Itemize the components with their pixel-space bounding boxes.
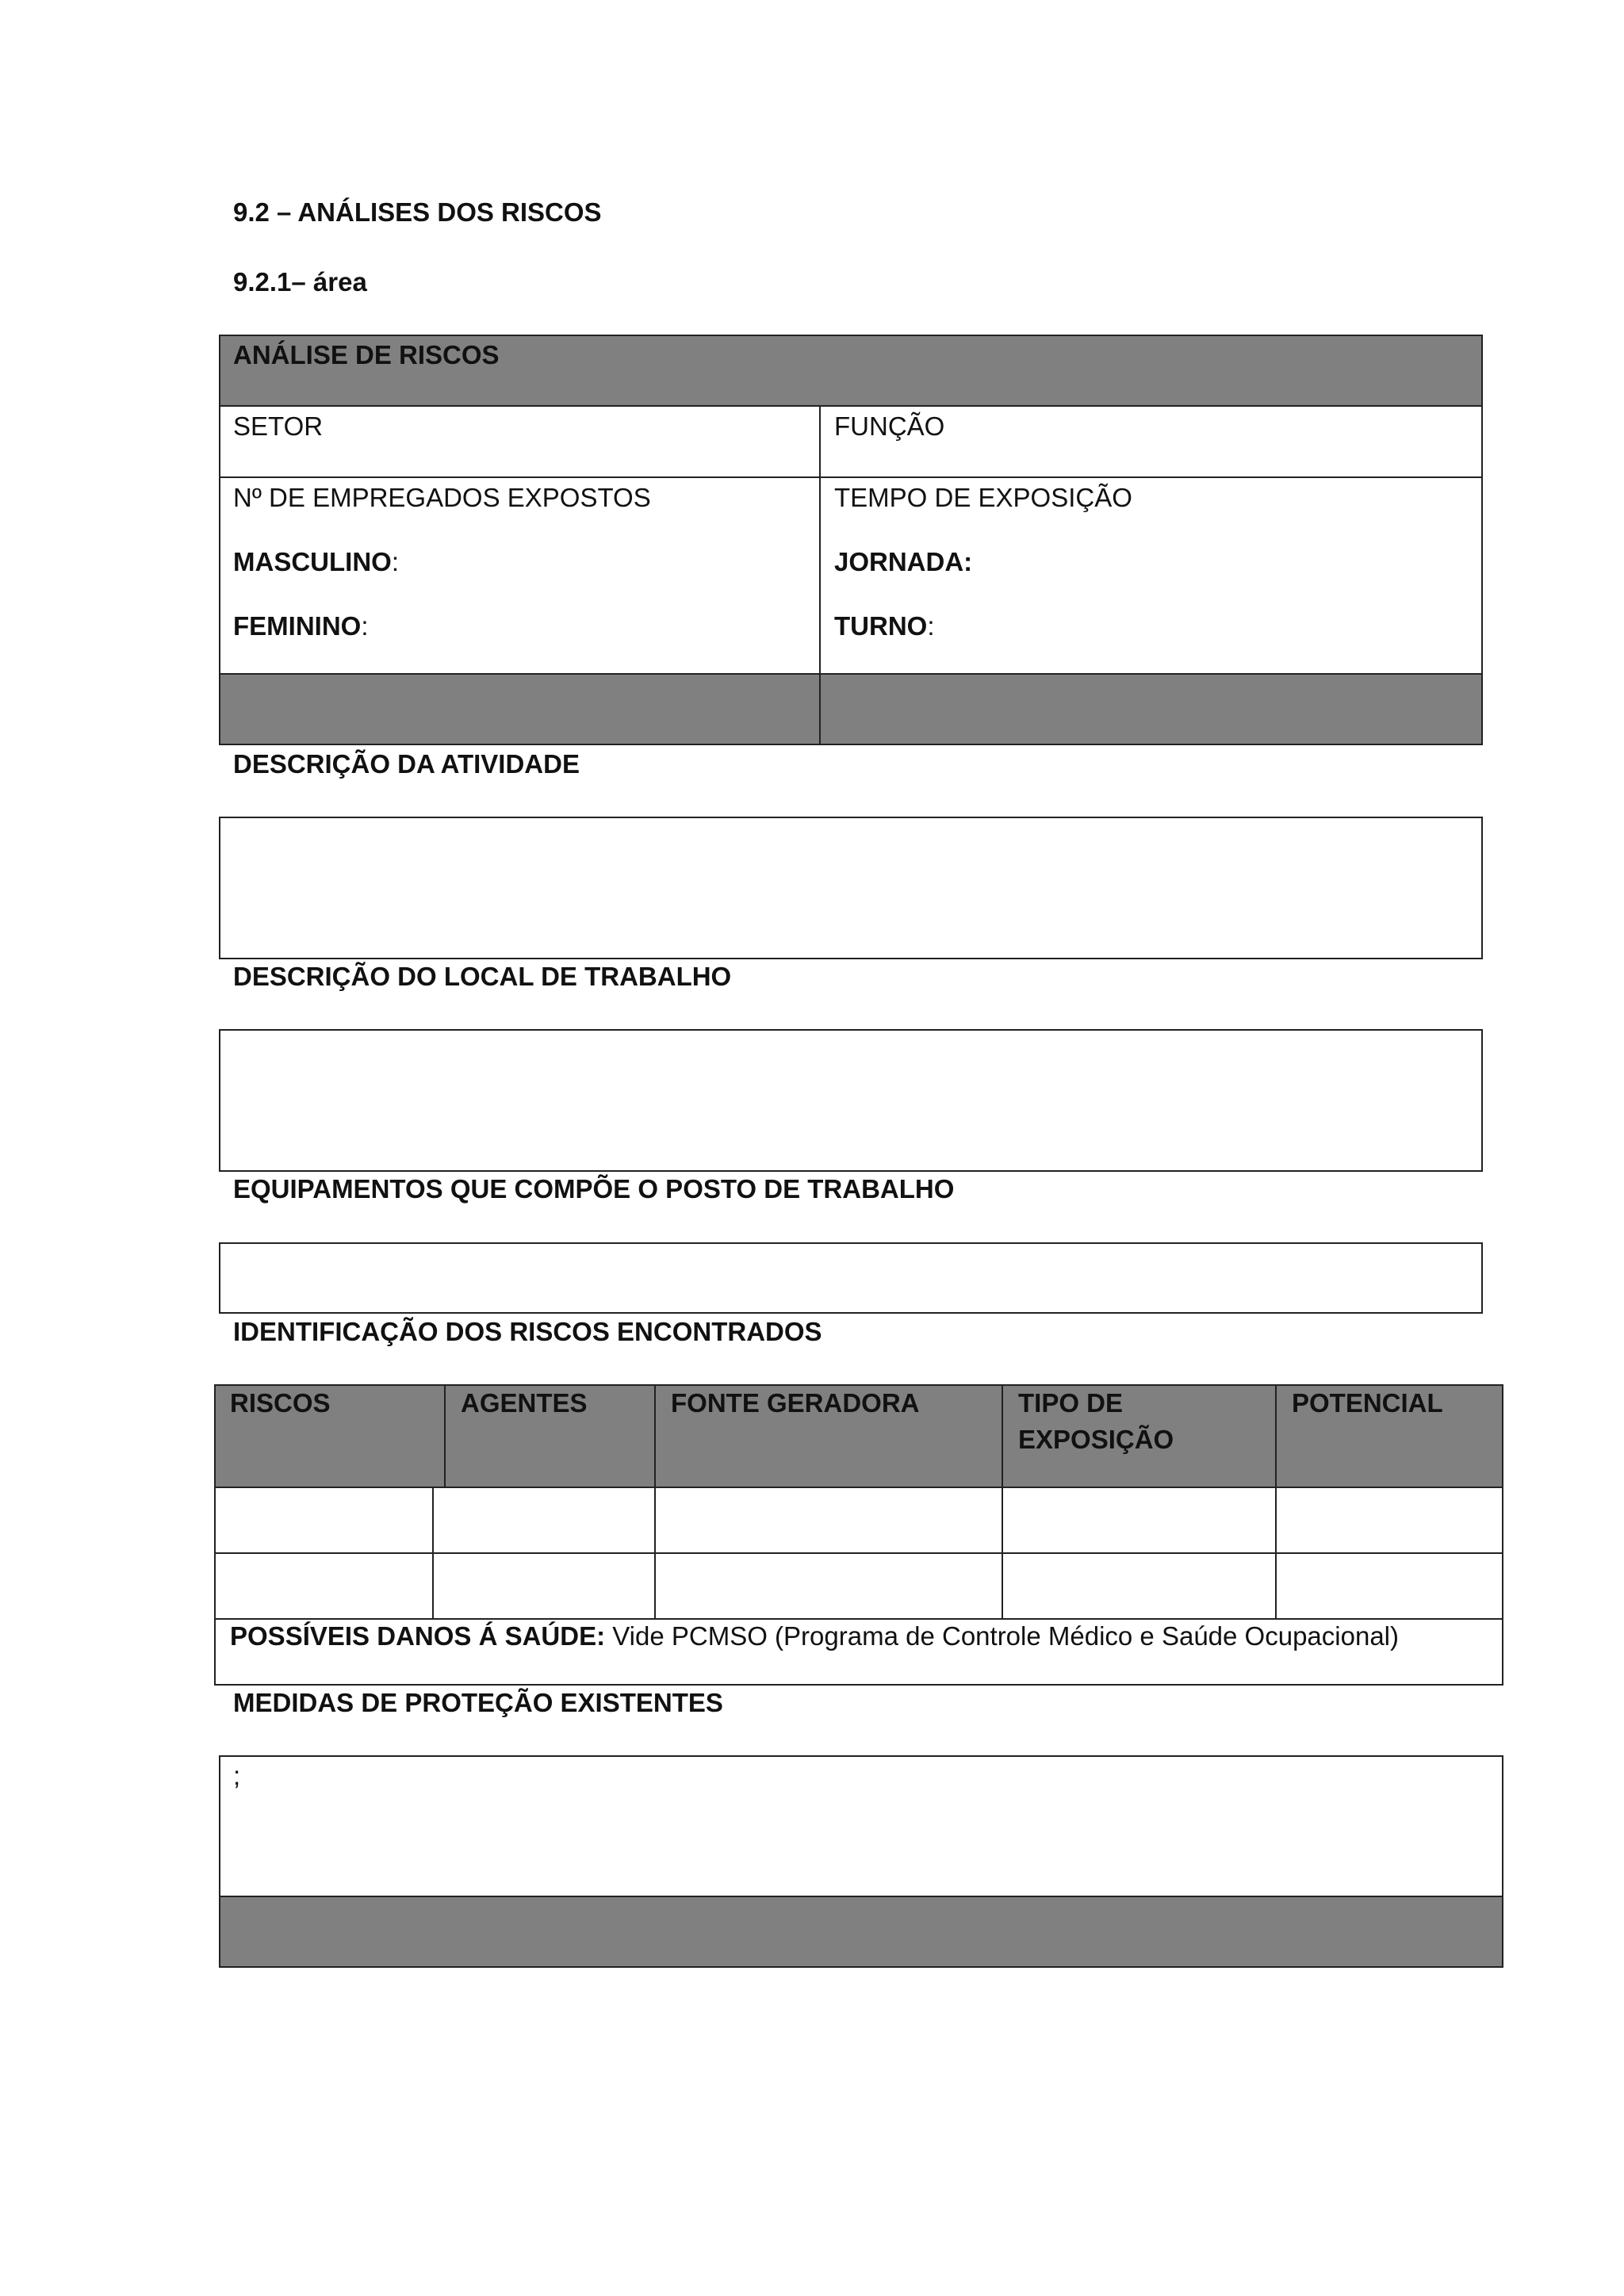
medidas-border [219, 1755, 1503, 1968]
danos-saude-row [230, 1621, 1399, 1652]
divider [214, 1487, 1503, 1488]
danos-saude-value: Vide PCMSO (Programa de Controle Médico e Saúde Ocupacional) [605, 1621, 1399, 1651]
divider [432, 1487, 434, 1619]
section-title: 9.2 – ANÁLISES DOS RISCOS [233, 197, 602, 227]
divider [1275, 1384, 1277, 1619]
divider [219, 1896, 1503, 1897]
turno-field [834, 610, 935, 642]
masculino-label: MASCULINO [233, 547, 392, 576]
column-header-riscos: RISCOS [230, 1388, 331, 1418]
analysis-table [219, 335, 1483, 745]
medidas-box[interactable] [219, 1755, 1503, 1968]
medidas-label: MEDIDAS DE PROTEÇÃO EXISTENTES [233, 1688, 723, 1717]
subsection-title: 9.2.1– área [233, 267, 367, 297]
feminino-label: FEMININO [233, 611, 362, 641]
divider [219, 476, 1483, 478]
divider [819, 405, 821, 745]
descricao-local-box[interactable] [219, 1029, 1483, 1172]
divider [219, 405, 1483, 407]
column-header-agentes: AGENTES [461, 1388, 588, 1418]
descricao-local-label: DESCRIÇÃO DO LOCAL DE TRABALHO [233, 962, 732, 991]
colon: : [927, 611, 935, 641]
funcao-label: FUNÇÃO [834, 411, 945, 441]
riscos-section-label: IDENTIFICAÇÃO DOS RISCOS ENCONTRADOS [233, 1317, 822, 1346]
jornada-label: JORNADA: [834, 547, 973, 576]
descricao-atividade-box[interactable] [219, 817, 1483, 959]
empregados-label: Nº DE EMPREGADOS EXPOSTOS [233, 483, 651, 512]
divider [219, 673, 1483, 675]
column-header-fonte-geradora: FONTE GERADORA [671, 1388, 920, 1418]
tempo-exposicao-label: TEMPO DE EXPOSIÇÃO [834, 483, 1132, 512]
descricao-atividade-label: DESCRIÇÃO DA ATIVIDADE [233, 749, 580, 779]
analysis-table-title: ANÁLISE DE RISCOS [233, 340, 500, 369]
divider [444, 1384, 446, 1487]
analysis-table-border [219, 335, 1483, 745]
feminino-field [233, 610, 369, 642]
turno-label: TURNO [834, 611, 928, 641]
equipamentos-label: EQUIPAMENTOS QUE COMPÕE O POSTO DE TRABALHO [233, 1174, 955, 1203]
divider [214, 1552, 1503, 1554]
equipamentos-box[interactable] [219, 1242, 1483, 1314]
divider [214, 1618, 1503, 1620]
masculino-field [233, 546, 399, 578]
colon: : [361, 611, 369, 641]
riscos-table [214, 1384, 1503, 1686]
danos-saude-label: POSSÍVEIS DANOS Á SAÚDE: [230, 1621, 606, 1651]
medidas-value: ; [233, 1761, 241, 1790]
column-header-potencial: POTENCIAL [1292, 1388, 1443, 1418]
column-header-exposicao: EXPOSIÇÃO [1018, 1425, 1174, 1454]
divider [1002, 1384, 1003, 1619]
colon: : [391, 547, 399, 576]
column-header-tipo-de: TIPO DE [1018, 1388, 1124, 1418]
divider [654, 1384, 656, 1619]
setor-label: SETOR [233, 411, 324, 441]
